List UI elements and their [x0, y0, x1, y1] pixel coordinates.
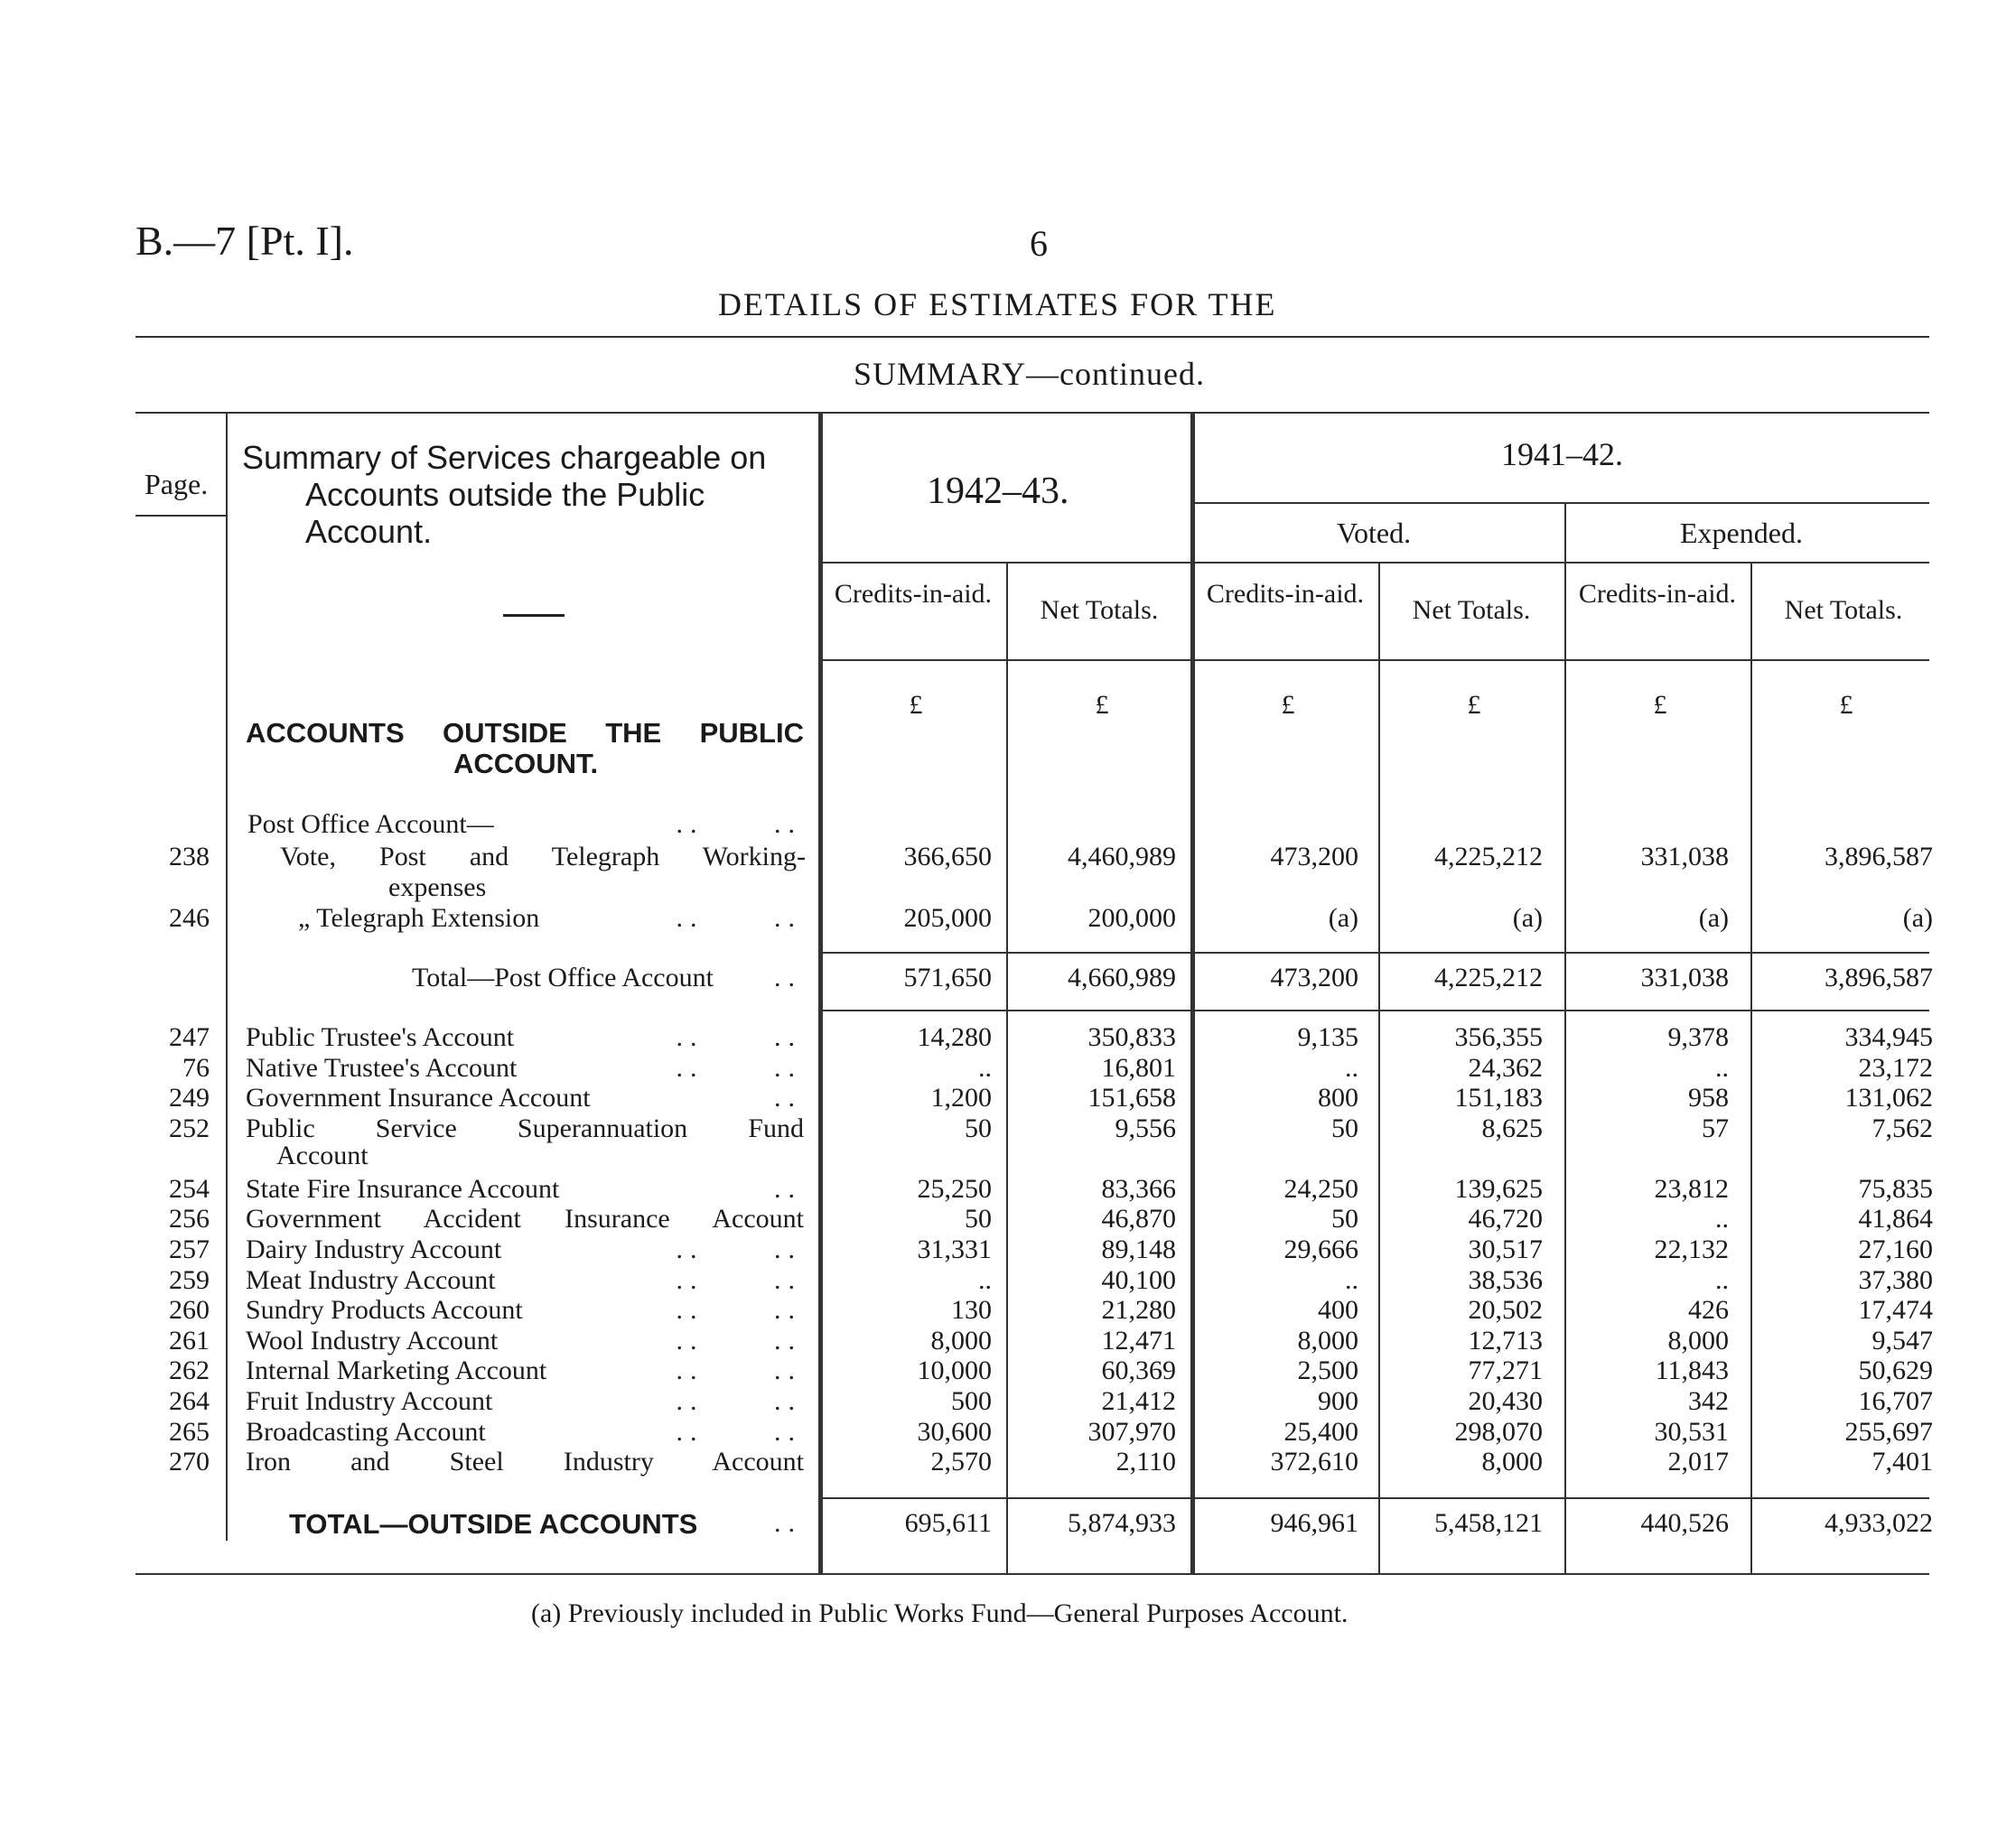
credits-voted: (a) — [1328, 903, 1358, 933]
credits-1942: 695,611 — [904, 1508, 992, 1538]
row-page-ref: 249 — [169, 1083, 210, 1113]
credits-expended: 440,526 — [1640, 1508, 1729, 1538]
credits-expended: 11,843 — [1655, 1356, 1729, 1386]
net-voted: 151,183 — [1454, 1083, 1543, 1113]
row-description: Iron and Steel Industry Account — [246, 1447, 804, 1477]
document-reference: B.—7 [Pt. I]. — [135, 218, 354, 264]
credits-voted: 50 — [1331, 1204, 1358, 1234]
credits-expended: 958 — [1688, 1083, 1729, 1113]
row-description: Internal Marketing Account — [246, 1356, 547, 1386]
expended-header: Expended. — [1680, 517, 1803, 549]
credits-voted: .. — [1345, 1052, 1358, 1083]
net-1942: 46,870 — [1101, 1204, 1176, 1234]
net-voted: 38,536 — [1468, 1264, 1543, 1295]
row-description: Government Insurance Account — [246, 1083, 591, 1113]
net-expended: 7,401 — [1871, 1447, 1933, 1477]
net-voted: 24,362 — [1468, 1052, 1543, 1083]
row-description-cont: Account — [276, 1140, 369, 1170]
net-voted: 46,720 — [1468, 1204, 1543, 1234]
net-1942: 89,148 — [1101, 1234, 1176, 1264]
net-1942: 307,970 — [1087, 1416, 1176, 1447]
leader-dots: .. .. — [676, 1386, 802, 1416]
row-page-ref: 238 — [169, 842, 210, 871]
desc-header-line-2: Accounts outside the Public — [305, 476, 705, 513]
net-expended: 41,864 — [1858, 1204, 1933, 1234]
leader-dots: .. .. — [676, 1356, 802, 1386]
page-column-divider — [226, 412, 228, 1541]
leader-dots: .. .. — [676, 1416, 802, 1447]
credits-voted: 372,610 — [1270, 1447, 1358, 1477]
net-voted: 298,070 — [1454, 1416, 1543, 1447]
pound-symbol: £ — [1839, 690, 1853, 720]
net-voted: 4,225,212 — [1434, 842, 1543, 871]
credits-voted: 800 — [1318, 1083, 1358, 1113]
row-description: Sundry Products Account — [246, 1295, 523, 1326]
row-page-ref: 76 — [182, 1052, 210, 1083]
row-description-cont: expenses — [388, 872, 487, 902]
credits-voted: 25,400 — [1283, 1416, 1358, 1447]
net-expended: 27,160 — [1858, 1234, 1933, 1264]
post-office-total-top-rule — [820, 952, 1929, 954]
credits-expended: (a) — [1698, 903, 1729, 933]
net-1942: 16,801 — [1101, 1052, 1176, 1083]
row-description: Dairy Industry Account — [246, 1234, 502, 1264]
net-totals-header-voted: Net Totals. — [1412, 595, 1531, 625]
credits-1942: 366,650 — [903, 842, 992, 871]
subheader-bottom-rule — [820, 659, 1929, 661]
net-expended: 75,835 — [1858, 1173, 1933, 1204]
pound-symbol: £ — [909, 690, 923, 720]
credits-1942: 1,200 — [930, 1083, 992, 1113]
net-1942: 4,460,989 — [1068, 842, 1176, 871]
row-description: Vote, Post and Telegraph Working- — [280, 842, 806, 871]
net-voted: 139,625 — [1454, 1173, 1543, 1204]
row-description: „ Telegraph Extension — [298, 903, 540, 933]
row-page-ref: 256 — [169, 1204, 210, 1234]
credits-expended: 57 — [1702, 1113, 1729, 1143]
subheader-top-rule — [820, 562, 1929, 564]
net-voted: 8,625 — [1481, 1113, 1543, 1143]
title-rule — [135, 336, 1929, 338]
net-1942: 12,471 — [1101, 1325, 1176, 1356]
credits-1942: 500 — [951, 1386, 992, 1416]
leader-dots: .. — [774, 1173, 802, 1204]
net-expended: 16,707 — [1858, 1386, 1933, 1416]
net-expended: 4,933,022 — [1825, 1508, 1933, 1538]
credits-expended: 2,017 — [1667, 1447, 1729, 1477]
credits-expended: 331,038 — [1640, 842, 1729, 871]
net-voted: 4,225,212 — [1434, 963, 1543, 992]
year-1941-42-header: 1941–42. — [1501, 436, 1623, 472]
voted-header: Voted. — [1337, 517, 1412, 549]
row-page-ref: 259 — [169, 1264, 210, 1295]
pound-symbol: £ — [1281, 690, 1295, 720]
credits-expended: 342 — [1688, 1386, 1729, 1416]
net-1942: 151,658 — [1087, 1083, 1176, 1113]
row-page-ref: 264 — [169, 1386, 210, 1416]
credits-voted: 8,000 — [1297, 1325, 1358, 1356]
pound-symbol: £ — [1653, 690, 1667, 720]
row-description: Fruit Industry Account — [246, 1386, 493, 1416]
net-expended: 37,380 — [1858, 1264, 1933, 1295]
credits-voted: 29,666 — [1283, 1234, 1358, 1264]
credits-1942: 25,250 — [917, 1173, 992, 1204]
credits-1942: 2,570 — [930, 1447, 992, 1477]
section-heading — [246, 718, 804, 779]
year-divider — [1190, 412, 1195, 1575]
year-1941-underline — [1192, 502, 1929, 504]
table-top-rule — [135, 412, 1929, 414]
net-1942: 4,660,989 — [1068, 963, 1176, 992]
row-page-ref: 252 — [169, 1113, 210, 1143]
row-page-ref: 247 — [169, 1022, 210, 1052]
credits-1942: 50 — [965, 1204, 992, 1234]
net-voted: 8,000 — [1481, 1447, 1543, 1477]
leader-dots: .. .. — [676, 809, 802, 839]
net-totals-header-1942: Net Totals. — [1040, 595, 1159, 625]
credits-1942: .. — [978, 1052, 992, 1083]
credits-1942: 14,280 — [917, 1022, 992, 1052]
net-voted: 30,517 — [1468, 1234, 1543, 1264]
row-description: Wool Industry Account — [246, 1325, 499, 1356]
net-1942: 21,412 — [1101, 1386, 1176, 1416]
page-subtitle — [854, 355, 1205, 393]
leader-dots: .. .. — [676, 903, 802, 933]
credits-voted: 946,961 — [1270, 1508, 1358, 1538]
leader-dots: .. .. — [676, 1264, 802, 1295]
credits-1942: 10,000 — [917, 1356, 992, 1386]
table-bottom-rule — [135, 1573, 1929, 1575]
row-page-ref: 254 — [169, 1173, 210, 1204]
section-heading-line-1: ACCOUNTS OUTSIDE THE PUBLIC — [246, 717, 804, 749]
col-divider-1 — [1006, 562, 1008, 1573]
credits-voted: 473,200 — [1270, 963, 1358, 992]
credits-voted: 24,250 — [1283, 1173, 1358, 1204]
page-number: 6 — [1030, 223, 1048, 264]
subtitle-text: SUMMARY—continued. — [854, 356, 1206, 392]
net-expended: 334,945 — [1844, 1022, 1933, 1052]
credits-1942: 571,650 — [903, 963, 992, 992]
credits-expended: 30,531 — [1654, 1416, 1729, 1447]
net-expended: 50,629 — [1858, 1356, 1933, 1386]
credits-1942: 50 — [965, 1113, 992, 1143]
credits-voted: .. — [1345, 1264, 1358, 1295]
credits-expended: .. — [1715, 1204, 1729, 1234]
row-page-ref: 262 — [169, 1356, 210, 1386]
credits-voted: 473,200 — [1270, 842, 1358, 871]
pound-symbol: £ — [1467, 690, 1481, 720]
net-voted: (a) — [1512, 903, 1543, 933]
page-title: DETAILS OF ESTIMATES FOR THE — [718, 286, 1277, 322]
row-description: Meat Industry Account — [246, 1264, 496, 1295]
net-expended: 131,062 — [1844, 1083, 1933, 1113]
credits-expended: 8,000 — [1667, 1325, 1729, 1356]
row-description: State Fire Insurance Account — [246, 1173, 560, 1204]
row-description: Public Service Superannuation Fund — [246, 1113, 804, 1143]
leader-dots: .. — [774, 963, 802, 992]
desc-header-dash — [503, 614, 565, 617]
net-1942: 60,369 — [1101, 1356, 1176, 1386]
grand-total-top-rule — [820, 1497, 1929, 1499]
desc-column-divider — [818, 412, 823, 1575]
leader-dots: .. .. — [676, 1234, 802, 1264]
credits-expended: 9,378 — [1667, 1022, 1729, 1052]
credits-expended: 426 — [1688, 1295, 1729, 1326]
net-totals-header-expended: Net Totals. — [1784, 595, 1903, 625]
net-voted: 77,271 — [1468, 1356, 1543, 1386]
net-1942: 83,366 — [1101, 1173, 1176, 1204]
leader-dots: .. — [774, 1083, 802, 1113]
row-page-ref: 265 — [169, 1416, 210, 1447]
row-page-ref: 246 — [169, 903, 210, 933]
leader-dots: .. .. — [676, 1295, 802, 1326]
col-divider-3 — [1378, 562, 1380, 1573]
description-column-header — [242, 439, 802, 550]
year-1942-43-header: 1942–43. — [927, 470, 1069, 512]
page-column-header: Page. — [145, 468, 209, 500]
credits-expended: 331,038 — [1640, 963, 1729, 992]
net-expended: 7,562 — [1871, 1113, 1933, 1143]
net-expended: 23,172 — [1858, 1052, 1933, 1083]
credits-expended: .. — [1715, 1264, 1729, 1295]
net-1942: 2,110 — [1115, 1447, 1176, 1477]
leader-dots: .. — [774, 1508, 802, 1538]
credits-voted: 50 — [1331, 1113, 1358, 1143]
net-1942: 21,280 — [1101, 1295, 1176, 1326]
row-page-ref: 260 — [169, 1295, 210, 1326]
voted-expended-divider — [1564, 502, 1566, 1573]
net-voted: 356,355 — [1454, 1022, 1543, 1052]
leader-dots: .. .. — [676, 1325, 802, 1356]
credits-header-voted: Credits-in-aid. — [1206, 579, 1365, 609]
credits-1942: 130 — [951, 1295, 992, 1326]
grand-total-label: TOTAL—OUTSIDE ACCOUNTS — [289, 1508, 698, 1540]
leader-dots: .. .. — [676, 1022, 802, 1052]
credits-expended: 23,812 — [1654, 1173, 1729, 1204]
net-1942: 200,000 — [1087, 903, 1176, 933]
credits-expended: 22,132 — [1654, 1234, 1729, 1264]
net-voted: 20,430 — [1468, 1386, 1543, 1416]
net-voted: 5,458,121 — [1434, 1508, 1543, 1538]
net-expended: 9,547 — [1871, 1325, 1933, 1356]
credits-voted: 900 — [1318, 1386, 1358, 1416]
net-expended: 3,896,587 — [1825, 963, 1933, 992]
credits-1942: 30,600 — [917, 1416, 992, 1447]
credits-1942: 205,000 — [903, 903, 992, 933]
net-expended: 17,474 — [1858, 1295, 1933, 1326]
credits-expended: .. — [1715, 1052, 1729, 1083]
credits-header-expended: Credits-in-aid. — [1578, 579, 1737, 609]
net-1942: 5,874,933 — [1068, 1508, 1176, 1538]
row-page-ref: 270 — [169, 1447, 210, 1477]
credits-1942: 31,331 — [917, 1234, 992, 1264]
group-label: Post Office Account— — [247, 809, 494, 839]
row-description: Total—Post Office Account — [412, 963, 714, 992]
pound-symbol: £ — [1095, 690, 1109, 720]
row-description: Native Trustee's Account — [246, 1052, 518, 1083]
col-divider-5 — [1750, 562, 1752, 1573]
leader-dots: .. .. — [676, 1052, 802, 1083]
net-1942: 350,833 — [1087, 1022, 1176, 1052]
credits-header-1942: Credits-in-aid. — [834, 579, 993, 609]
section-heading-line-2: ACCOUNT. — [453, 748, 599, 779]
net-expended: 3,896,587 — [1825, 842, 1933, 871]
credits-1942: .. — [978, 1264, 992, 1295]
footnote: (a) Previously included in Public Works Fund—General Purposes Account. — [531, 1598, 1349, 1628]
net-voted: 20,502 — [1468, 1295, 1543, 1326]
credits-voted: 9,135 — [1297, 1022, 1358, 1052]
row-page-ref: 257 — [169, 1234, 210, 1264]
page-header-underline — [135, 515, 226, 517]
row-page-ref: 261 — [169, 1325, 210, 1356]
credits-voted: 400 — [1318, 1295, 1358, 1326]
row-description: Broadcasting Account — [246, 1416, 486, 1447]
net-voted: 12,713 — [1468, 1325, 1543, 1356]
row-description: Public Trustee's Account — [246, 1022, 515, 1052]
net-1942: 40,100 — [1101, 1264, 1176, 1295]
credits-1942: 8,000 — [930, 1325, 992, 1356]
desc-header-line-3: Account. — [305, 513, 433, 550]
desc-header-line-1: Summary of Services chargeable on — [242, 439, 767, 476]
net-expended: 255,697 — [1844, 1416, 1933, 1447]
credits-voted: 2,500 — [1297, 1356, 1358, 1386]
row-description: Government Accident Insurance Account — [246, 1204, 804, 1234]
post-office-total-bottom-rule — [820, 1010, 1929, 1011]
net-expended: (a) — [1902, 903, 1933, 933]
net-1942: 9,556 — [1115, 1113, 1176, 1143]
